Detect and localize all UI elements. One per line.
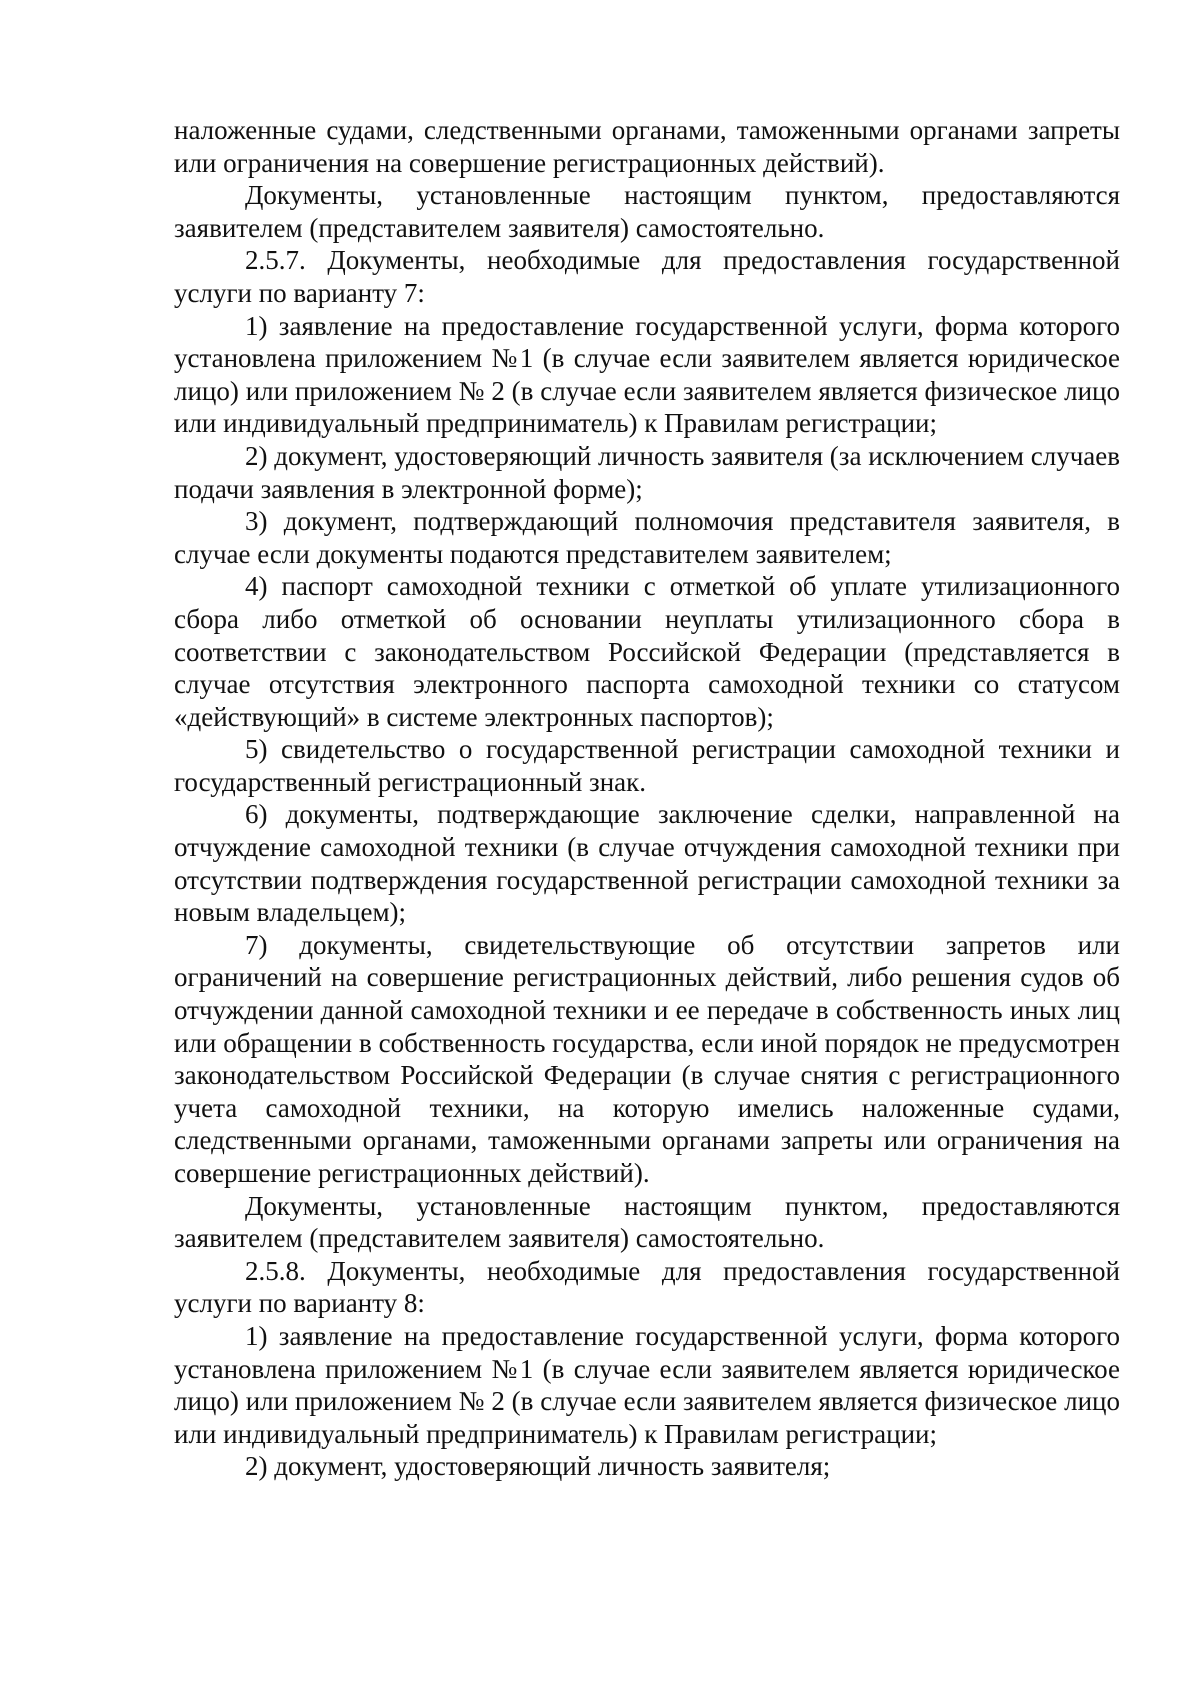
list-item-3: 3) документ, подтверждающий полномочия представителя заявителя, в случае если документы подаются представителем заявителем;: [174, 506, 1120, 569]
list-item-1: 1) заявление на предоставление государственной услуги, форма которого установлена приложением №1 (в случае если заявителем является юридическое лицо) или приложением № 2 (в случае если заявителем является физическое лицо или индивидуальный предприниматель) к Правилам регистрации;: [174, 1320, 1120, 1449]
list-item-7: 7) документы, свидетельствующие об отсутствии запретов или ограничений на совершение регистрационных действий, либо решения судов об отчуждении данной самоходной техники и ее передаче в собственность иных лиц или обращении в собственность государства, если иной порядок не предусмотрен законодательством Российской Федерации (в случае снятия с регистрационного учета самоходной техники, на которую имелись наложенные судами, следственными органами, таможенными органами запреты или ограничения на совершение регистрационных действий).: [174, 929, 1120, 1188]
list-item-5: 5) свидетельство о государственной регистрации самоходной техники и государственный регистрационный знак.: [174, 734, 1120, 797]
paragraph-documents-note: Документы, установленные настоящим пунктом, предоставляются заявителем (представителем заявителя) самостоятельно.: [174, 1190, 1120, 1254]
paragraph-documents-note: Документы, установленные настоящим пунктом, предоставляются заявителем (представителем заявителя) самостоятельно.: [174, 180, 1120, 243]
document-body: [174, 114, 1120, 1483]
list-item-4: 4) паспорт самоходной техники с отметкой об уплате утилизационного сбора либо отметкой об основании неуплаты утилизационного сбора в соответствии с законодательством Российской Федерации (представляется в случае отсутствия электронного паспорта самоходной техники со статусом «действующий» в системе электронных паспортов);: [174, 571, 1120, 732]
list-item-6: 6) документы, подтверждающие заключение сделки, направленной на отчуждение самоходной техники (в случае отчуждения самоходной техники при отсутствии подтверждения государственной регистрации самоходной техники за новым владельцем);: [174, 799, 1120, 928]
list-item-2: 2) документ, удостоверяющий личность заявителя;: [245, 1451, 831, 1482]
list-item-1: 1) заявление на предоставление государственной услуги, форма которого установлена приложением №1 (в случае если заявителем является юридическое лицо) или приложением № 2 (в случае если заявителем является физическое лицо или индивидуальный предприниматель) к Правилам регистрации;: [174, 310, 1120, 439]
paragraph-continuation: наложенные судами, следственными органами, таможенными органами запреты или ограничения на совершение регистрационных действий).: [174, 115, 1120, 178]
paragraph-section-2-5-8: 2.5.8. Документы, необходимые для предоставления государственной услуги по варианту 8:: [174, 1255, 1120, 1319]
paragraph-section-2-5-7: 2.5.7. Документы, необходимые для предоставления государственной услуги по варианту 7:: [174, 245, 1120, 308]
list-item-2: 2) документ, удостоверяющий личность заявителя (за исключением случаев подачи заявления в электронной форме);: [174, 440, 1120, 504]
